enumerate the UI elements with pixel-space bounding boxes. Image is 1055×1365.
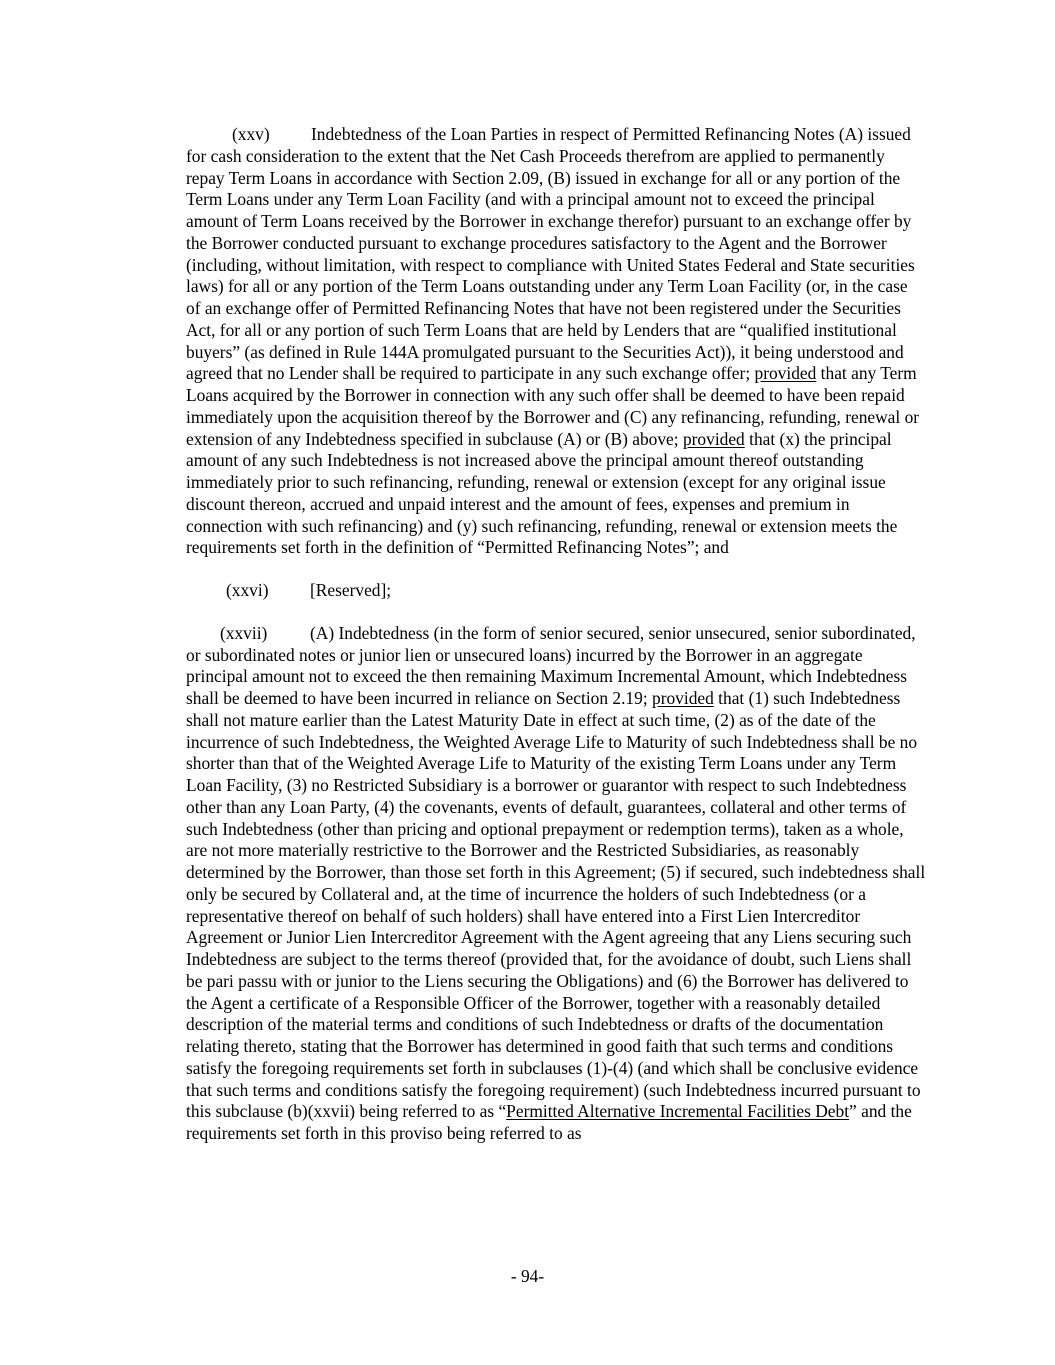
clause-xxvii-provided: provided [652, 688, 714, 708]
clause-xxvi-paragraph [186, 580, 926, 602]
clause-xxvii-text-1: (A) Indebtedness (in the form of senior secured, senior unsecured, senior subordinated, or subordinated notes or junior lien or unsecured loans) incurred by the Borrower in an aggregate principal amount not to exceed the then remaining Maximum Incremental Amount, which Indebtedness shall be deemed to have been incurred in reliance on Section 2.19; [186, 622, 916, 708]
clause-xxvii-text-3: ” and the requirements set forth in this proviso being referred to as [186, 1101, 912, 1143]
document-body [186, 124, 926, 1145]
clause-xxv-provided-2: provided [682, 428, 745, 449]
clause-xxv-provided-1: provided [754, 363, 817, 384]
clause-xxv-text-2: that any Term Loans acquired by the Borrower in connection with any such offer shall be deemed to have been repaid immediately upon the acquisition thereof by the Borrower and (C) any refinancing, refunding, renewal or extension of any Indebtedness specified in subclause (A) or (B) above; [186, 363, 920, 449]
page-number: - 94- [510, 1266, 545, 1286]
clause-xxvii-marker: (xxvii) [220, 622, 268, 643]
clause-xxv-paragraph [186, 124, 926, 559]
clause-xxvi-marker: (xxvi) [226, 580, 269, 600]
clause-xxv-text-3: that (x) the principal amount of any such Indebtedness is not increased above the principal amount thereof outstanding immediately prior to such refinancing, refunding, renewal or extension (except for any original issue discount thereon, accrued and unpaid interest and the amount of fees, expenses and premium in connection with such refinancing) and (y) such refinancing, refunding, renewal or extension meets the requirements set forth in the definition of “Permitted Refinancing Notes”; and [186, 428, 898, 558]
clause-xxvii-paragraph [186, 623, 926, 1145]
clause-xxvi-text: [Reserved]; [310, 580, 392, 600]
clause-xxv-marker: (xxv) [232, 124, 270, 144]
clause-xxv-text-1: Indebtedness of the Loan Parties in respect of Permitted Refinancing Notes (A) issued for cash consideration to the extent that the Net Cash Proceeds therefrom are applied to permanently repay Term Loans in accordance with Section 2.09, (B) issued in exchange for all or any portion of the Term Loans under any Term Loan Facility (and with a principal amount not to exceed the principal amount of Term Loans received by the Borrower in exchange therefor) pursuant to an exchange offer by the Borrower conducted pursuant to exchange procedures satisfactory to the Agent and the Borrower (including, without limitation, with respect to compliance with United States Federal and State securities laws) for all or any portion of the Term Loans outstanding under any Term Loan Facility (or, in the case of an exchange offer of Permitted Refinancing Notes that have not been registered under the Securities Act, for all or any portion of such Term Loans that are held by Lenders that are “qualified institutional buyers” (as defined in Rule 144A promulgated pursuant to the Securities Act)), it being understood and agreed that no Lender shall be required to participate in any such exchange offer; [186, 124, 915, 384]
clause-xxvii-text-2: that (1) such Indebtedness shall not mature earlier than the Latest Maturity Date in effect at such time, (2) as of the date of the incurrence of such Indebtedness, the Weighted Average Life to Maturity of such Indebtedness shall be no shorter than that of the Weighted Average Life to Maturity of the existing Term Loans under any Term Loan Facility, (3) no Restricted Subsidiary is a borrower or guarantor with respect to such Indebtedness other than any Loan Party, (4) the covenants, events of default, guarantees, collateral and other terms of such Indebtedness (other than pricing and optional prepayment or redemption terms), taken as a whole, are not more materially restrictive to the Borrower and the Restricted Subsidiaries, as reasonably determined by the Borrower, than those set forth in this Agreement; (5) if secured, such indebtedness shall only be secured by Collateral and, at the time of incurrence the holders of such Indebtedness (or a representative thereof on behalf of such holders) shall have entered into a First Lien Intercreditor Agreement or Junior Lien Intercreditor Agreement with the Agent agreeing that any Liens securing such Indebtedness are subject to the terms thereof (provided that, for the avoidance of doubt, such Liens shall be pari passu with or junior to the Liens securing the Obligations) and (6) the Borrower has delivered to the Agent a certificate of a Responsible Officer of the Borrower, together with a reasonably detailed description of the material terms and conditions of such Indebtedness or drafts of the documentation relating thereto, stating that the Borrower has determined in good faith that such terms and conditions satisfy the foregoing requirements set forth in subclauses (1)-(4) (and which shall be conclusive evidence that such terms and conditions satisfy the foregoing requirement) (such Indebtedness incurred pursuant to this subclause (b)(xxvii) being referred to as “ [186, 688, 926, 1122]
clause-xxvii-defined-term: Permitted Alternative Incremental Facilities Debt [506, 1101, 850, 1122]
